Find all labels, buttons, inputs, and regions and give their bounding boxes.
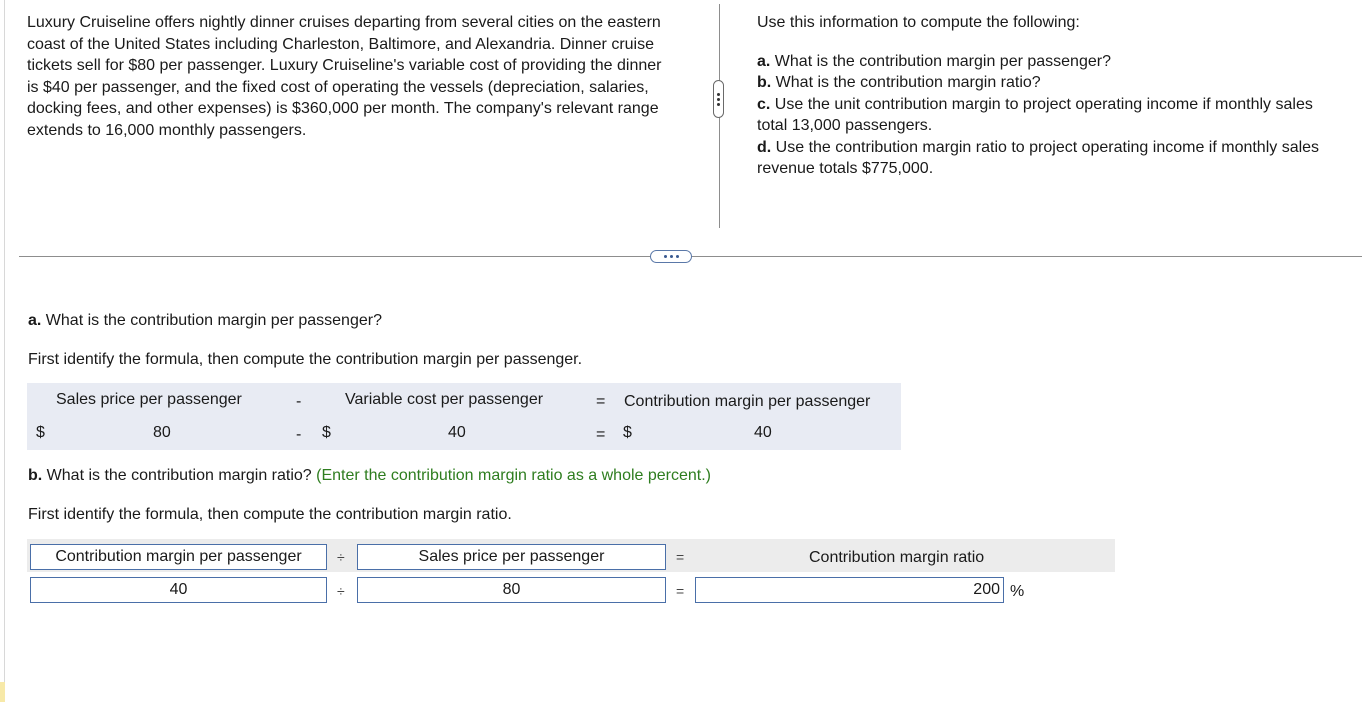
part-b-instruction: First identify the formula, then compute the contribution margin ratio. bbox=[28, 506, 512, 523]
part-b-equals: = bbox=[676, 583, 685, 599]
question-b-text: What is the contribution margin ratio? bbox=[775, 74, 1041, 91]
question-a-text: What is the contribution margin per passenger? bbox=[774, 52, 1111, 70]
part-b-contribution-margin-input[interactable]: 40 bbox=[30, 577, 327, 603]
part-b-title bbox=[28, 467, 711, 485]
part-a-currency-3: $ bbox=[623, 424, 632, 441]
question-a bbox=[757, 51, 1347, 73]
part-b-header-divide: ÷ bbox=[337, 549, 345, 565]
part-a-currency-1: $ bbox=[36, 424, 45, 441]
question-d-label: d. bbox=[757, 138, 772, 156]
questions-panel bbox=[757, 12, 1347, 180]
part-b-header-contribution-margin-select[interactable]: Contribution margin per passenger bbox=[30, 544, 327, 570]
problem-statement: Luxury Cruiseline offers nightly dinner cruises departing from several cities on the eastern coast of the United States including Charleston, Baltimore, and Alexandria. Dinner cruise tickets sell for $80 per passenger. Luxury Cruiseline's variable cost of providing the dinner is $40 per passenger, and the fixed cost of operating the vessels (depreciation, salaries, docking fees, and other expenses) is $360,000 per month. The company's relevant range extends to 16,000 monthly passengers. bbox=[27, 14, 662, 139]
part-a-variable-cost-value[interactable]: 40 bbox=[448, 424, 466, 441]
question-d-text: Use the contribution margin ratio to project operating income if monthly sales revenue totals $775,000. bbox=[757, 138, 1320, 177]
handle-dot bbox=[670, 255, 673, 258]
part-b-ratio-input[interactable]: 200 bbox=[695, 577, 1004, 603]
part-b-percent-unit: % bbox=[1010, 583, 1025, 600]
yellow-marker bbox=[0, 682, 5, 702]
part-a-sales-price-value[interactable]: 80 bbox=[153, 424, 171, 441]
question-c bbox=[757, 94, 1347, 137]
left-edge-border bbox=[4, 0, 5, 702]
part-a-header-minus: - bbox=[296, 393, 302, 410]
question-d bbox=[757, 137, 1347, 180]
part-a-label: a. bbox=[28, 312, 42, 329]
vertical-resize-handle[interactable] bbox=[713, 80, 724, 118]
handle-dot bbox=[717, 98, 720, 101]
part-b-hint: (Enter the contribution margin ratio as a whole percent.) bbox=[316, 467, 712, 484]
question-a-label: a. bbox=[757, 52, 771, 70]
part-a-minus: - bbox=[296, 426, 302, 443]
part-a-instruction: First identify the formula, then compute the contribution margin per passenger. bbox=[28, 351, 583, 368]
part-b-header-sales-price-select[interactable]: Sales price per passenger bbox=[357, 544, 666, 570]
question-c-label: c. bbox=[757, 95, 771, 113]
part-a-equals: = bbox=[596, 426, 606, 443]
part-a-question: What is the contribution margin per passenger? bbox=[45, 312, 382, 329]
part-a-header-variable-cost: Variable cost per passenger bbox=[345, 391, 544, 408]
handle-dot bbox=[717, 103, 720, 106]
handle-dot bbox=[664, 255, 667, 258]
part-a-formula-table bbox=[27, 383, 901, 450]
part-a-currency-2: $ bbox=[322, 424, 331, 441]
part-a-header-sales-price: Sales price per passenger bbox=[56, 391, 242, 408]
question-c-text: Use the unit contribution margin to project operating income if monthly sales total 13,000 passengers. bbox=[757, 95, 1313, 134]
part-b-divide: ÷ bbox=[337, 583, 345, 599]
question-b-label: b. bbox=[757, 74, 772, 91]
part-a-contribution-margin-value[interactable]: 40 bbox=[754, 424, 772, 441]
part-b-header-contribution-margin-ratio: Contribution margin ratio bbox=[809, 549, 985, 566]
part-a-header-contribution-margin: Contribution margin per passenger bbox=[624, 393, 871, 410]
handle-dot bbox=[676, 255, 679, 258]
part-b-label: b. bbox=[28, 467, 43, 484]
part-b-header-equals: = bbox=[676, 549, 685, 565]
question-b bbox=[757, 72, 1347, 94]
handle-dot bbox=[717, 93, 720, 96]
questions-intro: Use this information to compute the following: bbox=[757, 14, 1080, 31]
part-b-question: What is the contribution margin ratio? bbox=[46, 467, 312, 484]
part-a-title bbox=[28, 312, 382, 330]
part-b-sales-price-input[interactable]: 80 bbox=[357, 577, 666, 603]
horizontal-resize-handle[interactable] bbox=[650, 250, 692, 263]
part-a-header-equals: = bbox=[596, 393, 606, 410]
